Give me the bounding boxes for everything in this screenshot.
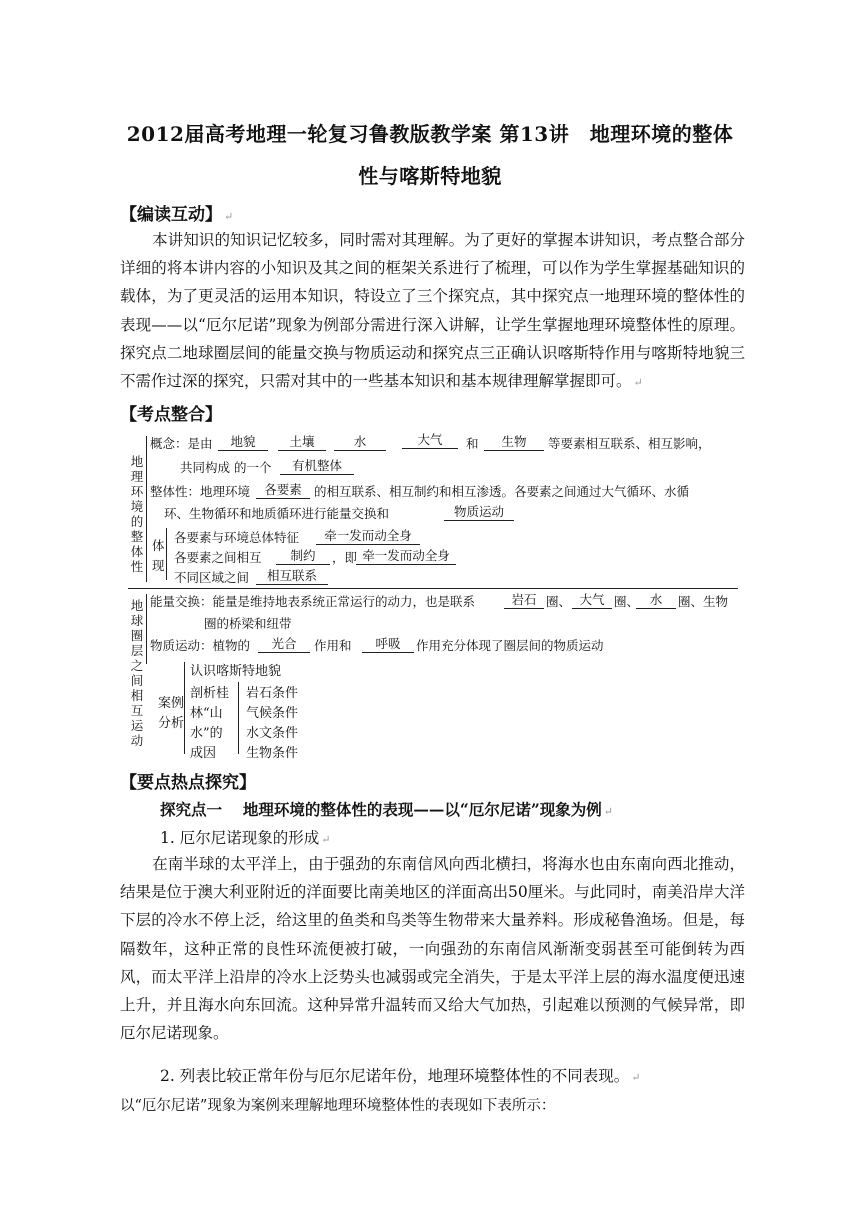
embody-char-1: 体 bbox=[152, 538, 165, 553]
explore-item-1-text: 1. 厄尔尼诺现象的形成 bbox=[160, 829, 320, 847]
condition-rock: 岩石条件 bbox=[246, 686, 299, 701]
map-brace-1 bbox=[146, 436, 147, 582]
blank-bio: 生物 bbox=[484, 432, 544, 451]
elnino-paragraph bbox=[120, 850, 745, 1047]
document-title-line2: 性与喀斯特地貌 bbox=[358, 164, 502, 188]
wholeness-prefix: 整体性：地理环境 bbox=[150, 484, 251, 499]
guilin-line-1: 剖析桂 bbox=[190, 686, 230, 701]
blank-atmosphere: 大气 bbox=[572, 590, 612, 609]
map-side-heading-spheres: 地球圈层之间相互运动 bbox=[130, 598, 144, 748]
blank-embody1: 牵一发而动全身 bbox=[316, 526, 420, 545]
energy-prefix: 能量交换：能量是维持地表系统正常运行的动力，也是联系 bbox=[150, 594, 476, 609]
intro-text: 本讲知识的知识记忆较多，同时需对其理解。为了更好的掌握本讲知识，考点整合部分详细的将本讲内容的小知识及其之间的框架关系进行了梳理，可以作为学生掌握基础知识的载体，为了更灵活的运用本知识，特设立了三个探究点，其中探究点一地理环境的整体性的表现——以“厄尔尼诺”现象为例部分需进行深入讲解，让学生掌握地理环境整体性的原理。探究点二地球圈层间的能量交换与物质运动和探究点三正确认识喀斯特作用与喀斯特地貌三不需作过深的探究，只需对其中的一些基本知识和基本规律理解掌握即可。 bbox=[120, 231, 745, 391]
blank-water: 水 bbox=[334, 432, 386, 451]
concept-suffix: 等要素相互联系、相互影响， bbox=[548, 436, 711, 451]
case-karst: 认识喀斯特地貌 bbox=[190, 664, 282, 679]
case-label-1: 案例 bbox=[158, 696, 185, 711]
wholeness-suffix: 的相互联系、相互制约和相互渗透。各要素之间通过大气循环、水循 bbox=[314, 484, 690, 499]
guilin-line-4: 成因 bbox=[190, 746, 217, 761]
blank-respiration: 呼吸 bbox=[362, 634, 414, 653]
energy-line2: 圈的桥梁和纽带 bbox=[204, 616, 292, 631]
blank-photosynthesis: 光合 bbox=[258, 634, 310, 653]
concept-prefix: 概念：是由 bbox=[150, 436, 213, 451]
intro-paragraph bbox=[120, 226, 745, 397]
condition-hydrology: 水文条件 bbox=[246, 726, 299, 741]
embody-brace bbox=[166, 528, 167, 580]
blank-matter: 物质运动 bbox=[444, 502, 514, 521]
energy-sep1: 圈、 bbox=[546, 594, 572, 609]
elnino-text: 在南半球的太平洋上，由于强劲的东南信风向西北横扫，将海水也由东南向西北推动，结果是位于澳大利亚附近的洋面要比南美地区的洋面高出50厘米。与此同时，南美沿岸大洋下层的冷水不停上泛，给这里的鱼类和鸟类等生物带来大量养料。形成秘鲁渔场。但是，每隔数年，这种正常的良性环流便被打破，一向强劲的东南信风渐渐变弱甚至可能倒转为西风，而太平洋上沿岸的冷水上泛势头也减弱或完全消失，于是太平洋上层的海水温度便迅速上升，并且海水向东回流。这种异常升温转而又给大气加热，引起难以预测的气候异常，即厄尔尼诺现象。 bbox=[120, 855, 745, 1043]
conditions-brace bbox=[238, 682, 239, 754]
blank-hydrosphere: 水 bbox=[636, 590, 676, 609]
blank-system: 有机整体 bbox=[280, 456, 354, 475]
matter-mid: 作用和 bbox=[314, 638, 352, 653]
section-heading-intro bbox=[120, 200, 233, 225]
map-side-heading-wholeness: 地理环境的整体性 bbox=[130, 454, 144, 574]
return-mark: ↵ bbox=[631, 1071, 641, 1084]
section-heading-explore: 【要点热点探究】 bbox=[120, 773, 256, 793]
return-mark: ↵ bbox=[321, 833, 331, 846]
embody-row2-label: 各要素之间相互 bbox=[174, 550, 262, 565]
explore-item-2 bbox=[160, 1064, 640, 1086]
case-brace bbox=[184, 662, 185, 754]
map-brace-2 bbox=[146, 594, 147, 664]
return-mark: ↵ bbox=[224, 210, 234, 223]
condition-biology: 生物条件 bbox=[246, 746, 299, 761]
case-label-2: 分析 bbox=[158, 716, 185, 731]
guilin-line-3: 水”的 bbox=[190, 726, 223, 741]
blank-embody3: 相互联系 bbox=[256, 566, 328, 585]
blank-rock: 岩石 bbox=[504, 590, 544, 609]
matter-prefix: 物质运动：植物的 bbox=[150, 638, 251, 653]
concept-map bbox=[128, 430, 738, 760]
concept-line2: 共同构成 的一个 bbox=[180, 460, 272, 475]
return-mark: ↵ bbox=[633, 376, 643, 390]
blank-embody2b: 牵一发而动全身 bbox=[356, 546, 456, 565]
section-heading-intro-text: 【编读互动】 bbox=[120, 205, 222, 225]
guilin-line-2: 林“山 bbox=[190, 706, 223, 721]
energy-suffix: 圈、生物 bbox=[678, 594, 729, 609]
return-mark: ↵ bbox=[603, 805, 613, 818]
explore-item-1 bbox=[160, 826, 330, 848]
embody-row1-label: 各要素与环境总体特征 bbox=[174, 530, 300, 545]
wholeness-line2: 环、生物循环和地质循环进行能量交换和 bbox=[164, 506, 390, 521]
condition-climate: 气候条件 bbox=[246, 706, 299, 721]
map-divider bbox=[128, 588, 738, 589]
table-intro-line: 以“厄尔尼诺”现象为案例来理解地理环境整体性的表现如下表所示： bbox=[120, 1098, 556, 1114]
section-heading-points: 【考点整合】 bbox=[120, 405, 222, 425]
embody-row3-label: 不同区域之间 bbox=[174, 570, 250, 585]
concept-and: 和 bbox=[466, 436, 479, 451]
document-title-line1: 2012届高考地理一轮复习鲁教版教学案 第13讲 地理环境的整体 bbox=[126, 122, 734, 146]
blank-elements: 各要素 bbox=[256, 480, 310, 499]
blank-embody2: 制约 bbox=[276, 546, 330, 565]
embody-char-2: 现 bbox=[152, 558, 165, 573]
energy-sep2: 圈、 bbox=[614, 594, 640, 609]
explore-point-heading-text: 探究点一 地理环境的整体性的表现——以“厄尔尼诺”现象为例 bbox=[160, 800, 602, 819]
explore-item-2-text: 2. 列表比较正常年份与厄尔尼诺年份，地理环境整体性的不同表现。 bbox=[160, 1067, 630, 1085]
blank-soil: 土壤 bbox=[278, 432, 326, 451]
blank-air: 大气 bbox=[402, 430, 458, 449]
blank-terrain: 地貌 bbox=[218, 432, 268, 451]
matter-suffix: 作用充分体现了圈层间的物质运动 bbox=[416, 638, 604, 653]
embody-row2-mid: ，即 bbox=[332, 550, 358, 565]
explore-point-heading bbox=[160, 798, 613, 820]
